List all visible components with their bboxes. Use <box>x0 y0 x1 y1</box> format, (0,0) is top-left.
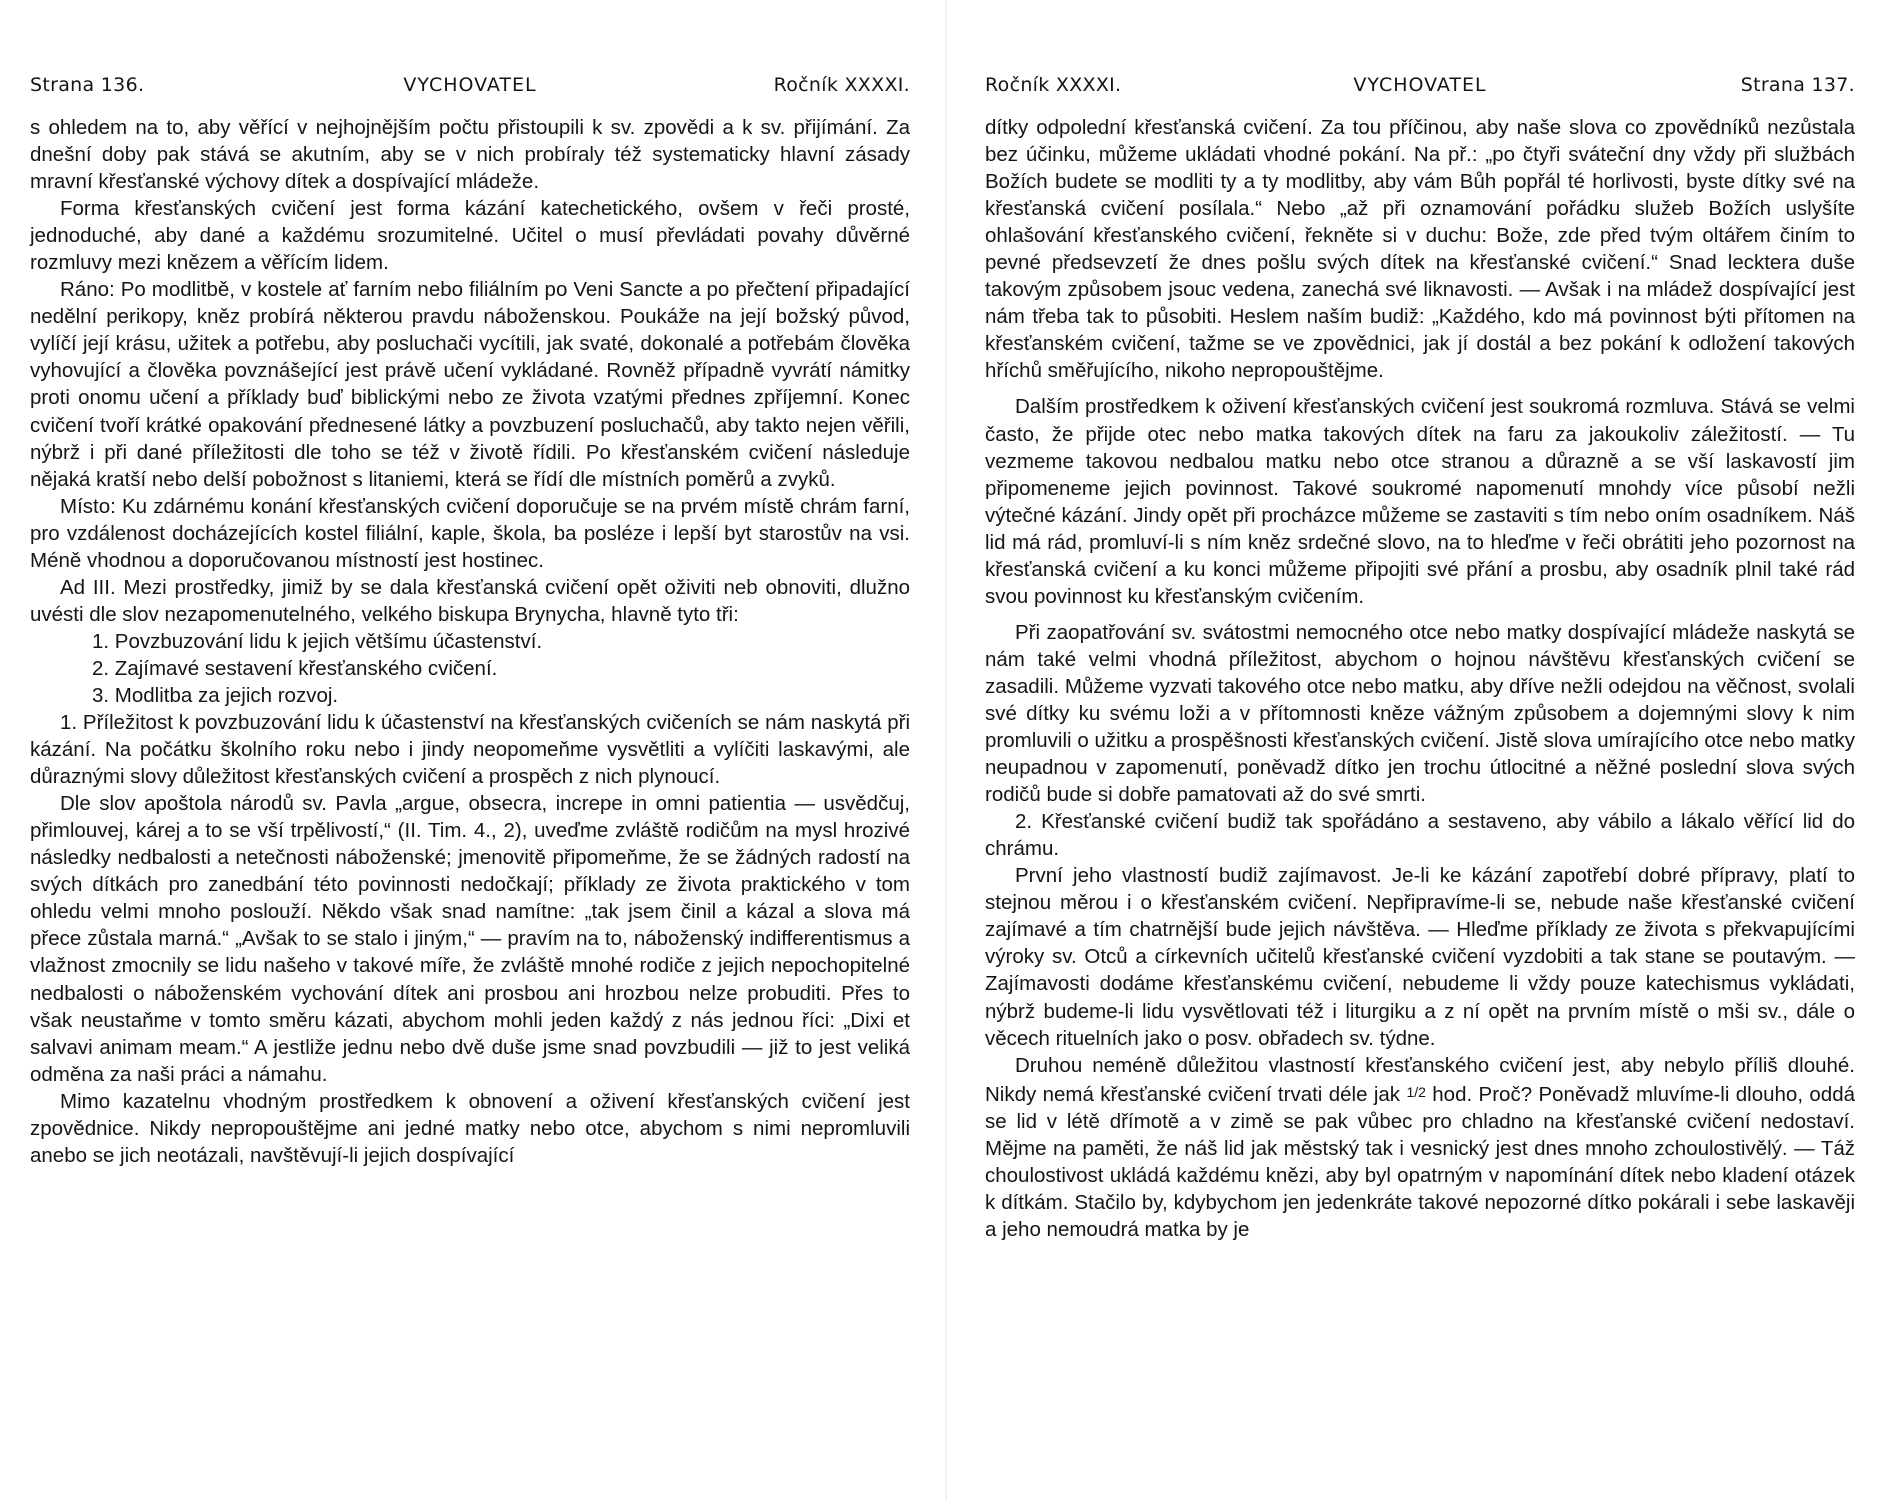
paragraph: Mimo kazatelnu vhodným prostředkem k obnovení a oživení křesťanských cvičení jest zpovědnice. Nikdy nepropouštějme ani jedné matky nebo otce, abychom s nimi nepromluvili anebo se jich neotázali, navštěvují-li jejich dospívající <box>30 1089 910 1167</box>
paragraph-text: hod. Proč? Poněvadž mluvíme-li dlouho, oddá se lid v létě dřímotě a v zimě se pak vůbec pro chladno na křesťanské cvičení nedostaví. Mějme na paměti, že náš lid jak městský tak i vesnický jest dnes mnoho zchoulostivělý. — Táž choulostivost ukládá každému knězi, aby byl opatrným v napomínání dítek nebo kladení otázek k dítkám. Stačilo by, kdybychom jen jedenkráte takové nepozorné dítko pokárali i sebe laskavěji a jeho nemoudrá matka by je <box>985 1082 1855 1241</box>
right-page <box>985 0 1855 1500</box>
paragraph: Ad III. Mezi prostředky, jimiž by se dala křesťanská cvičení opět oživiti neb obnoviti, dlužno uvésti dle slov nezapomenutelného, velkého biskupa Brynycha, hlavně tyto tři: <box>30 575 910 626</box>
list-item: 2. Zajímavé sestavení křesťanského cvičení. <box>92 656 498 680</box>
paragraph: Dle slov apoštola národů sv. Pavla „argue, obsecra, increpe in omni patientia — usvědčuj, přimlouvej, kárej a to se vší trpělivostí,“ (II. Tim. 4., 2), uveďme zvláště rodičům na mysl hrozivé následky nedbalosti a netečnosti náboženské; jmenovitě připomeňme, že se žádných radostí na svých dítkách pro zanedbání této povinnosti nedočkají; příklady ze života praktického v tom ohledu velmi mnoho poslouží. Někdo však snad namítne: „tak jsem činil a kázal a slova má přece zůstala marná.“ „Avšak to se stalo i jiným,“ — pravím na to, náboženský indifferentismus a vlažnost zmocnily se lidu našeho v takové míře, že zvláště mnohé rodiče z jejich nepochopitelné nedbalosti o náboženském vychování dítek ani prosbou ani hrozbou nelze probuditi. Přes to však neustaňme v tomto směru kázati, abychom mohli jeden každý z nás jednou říci: „Dixi et salvavi animam meam.“ A jestliže jednu nebo dvě duše jsme snad povzbudili — již to jest veliká odměna za naši práci a námahu. <box>30 792 910 1086</box>
left-page-header <box>30 74 910 114</box>
list-item: 1. Povzbuzování lidu k jejich většímu účastenství. <box>92 629 543 653</box>
paragraph: První jeho vlastností budiž zajímavost. Je-li ke kázání zapotřebí dobré přípravy, platí to stejnou měrou i o křesťanském cvičení. Nepřipravíme-li se, nebude naše křesťanské cvičení zajímavé a tím chatrnější bude jejich návštěva. — Hleďme příklady ze života s překvapujícími výroky sv. Otců a církevních učitelů křesťanské cvičení vyzdobiti a tak stane se poutavým. — Zajímavosti dodáme křesťanskému cvičení, nebudeme li vždy pouze katechismus vykládati, nýbrž budeme-li lidu vysvětlovati též i liturgiku a z ní opět na prvním místě o mši sv., dále o věcech rituelních jako o posv. obřadech sv. týdne. <box>985 864 1855 1050</box>
left-page-journal-title: VYCHOVATEL <box>403 74 537 96</box>
gutter-divider <box>945 0 947 1500</box>
paragraph: 2. Křesťanské cvičení budiž tak spořádáno a sestaveno, aby vábilo a lákalo věřící lid do chrámu. <box>985 810 1855 861</box>
left-page-number: Strana 136. <box>30 74 145 96</box>
paragraph: Ráno: Po modlitbě, v kostele ať farním nebo filiálním po Veni Sancte a po přečtení připadající nedělní perikopy, kněz probírá některou pravdu náboženskou. Poukáže na její božský původ, vylíčí její krásu, užitek a potřebu, aby posluchači vycítili, jak svaté, dokonalé a potřebám člověka vyhovující a člověka povznášející jest právě učení vykládané. Rovněž případně vyvrátí námitky proti onomu učení a příklady buď biblickými nebo ze života vzatými přednes zpříjemní. Konec cvičení tvoří krátké opakování přednesené látky a povzbuzení posluchačů, aby takto nejen věřili, nýbrž i při dané příležitosti dle toho se též v životě řídili. Po křesťanském cvičení následuje nějaká kratší nebo delší pobožnost s litaniemi, která se řídí dle místních poměrů a zvyků. <box>30 278 910 491</box>
paragraph: Forma křesťanských cvičení jest forma kázání katechetického, ovšem v řeči prosté, jednoduché, aby dané a každému srozumitelné. Učitel o musí převládati povahy důvěrné rozmluvy mezi knězem a věřícím lidem. <box>30 197 910 275</box>
right-page-number: Strana 137. <box>1740 74 1855 96</box>
paragraph <box>985 1052 1855 1243</box>
paragraph-text: Druhou neméně důležitou vlastností křesťanského cvičení jest, aby nebylo příliš dlouhé. Nikdy nemá křesťanské cvičení trvati déle jak <box>985 1053 1855 1106</box>
paragraph: s ohledem na to, aby věřící v nejhojnějším počtu přistoupili k sv. zpovědi a k sv. přijímání. Za dnešní doby pak stává se akutním, aby se v nich probíraly též systematicky hlavní zásady mravní křesťanské výchovy dítek a dospívající mládeže. <box>30 116 910 194</box>
right-page-header <box>985 74 1855 114</box>
left-page-body <box>30 114 910 1169</box>
right-page-journal-title: VYCHOVATEL <box>1353 74 1487 96</box>
paragraph: Dalším prostředkem k oživení křesťanských cvičení jest soukromá rozmluva. Stává se velmi často, že přijde otec nebo matka takových dítek na faru za jakoukoliv záležitostí. — Tu vezmeme takovou nedbalou matku nebo otce stranou a důrazně a se vší laskavostí jim připomeneme jejich povinnost. Takové soukromé napomenutí mnohdy více působí nežli výtečné kázání. Jindy opět při procházce můžeme se zastaviti s tím nebo oním osadníkem. Náš lid má rád, promluví-li s ním kněz srdečné slovo, na to hleďme v řeči obrátiti jeho pozornost na křesťanská cvičení a ku konci můžeme připojiti své přání a prosbu, aby osadník plnil také rád svou povinnost ku křesťanským cvičením. <box>985 395 1855 608</box>
left-page <box>30 0 910 1500</box>
right-page-volume: Ročník XXXXI. <box>985 74 1122 96</box>
paragraph: 1. Příležitost k povzbuzování lidu k účastenství na křesťanských cvičeních se nám naskytá při kázání. Na počátku školního roku nebo i jindy neopomeňme vysvětliti a vylíčiti laskavými, ale důraznými slovy důležitost křesťanských cvičení a prospěch z nich plynoucí. <box>30 711 910 789</box>
paragraph: Místo: Ku zdárnému konání křesťanských cvičení doporučuje se na prvém místě chrám farní, pro vzdálenost docházejících kostel filiální, kaple, škola, ba posléze i lepší byt starostův na vsi. Méně vhodnou a doporučovanou místností jest hostinec. <box>30 494 910 572</box>
right-page-body <box>985 114 1855 1243</box>
fraction-half: 1/2 <box>1406 1083 1426 1100</box>
paragraph: Při zaopatřování sv. svátostmi nemocného otce nebo matky dospívající mládeže naskytá se nám také velmi vhodná příležitost, abychom o hojnou návštěvu křesťanských cvičení se zasadili. Můžeme vyzvati takového otce nebo matku, aby dříve nežli odejdou na věčnost, svolali své dítky ku svému loži a v přítomnosti kněze vážným způsobem a dojemnými slovy k nim promluvili o užitku a prospěšnosti křesťanských cvičení. Jistě slova umírajícího otce nebo matky neupadnou v zapomenutí, poněvadž dítko jen trochu útlocitné a něžné poslední slova svých rodičů bude si dobře pamatovati až do své smrti. <box>985 620 1855 807</box>
paragraph: dítky odpolední křesťanská cvičení. Za tou příčinou, aby naše slova co zpovědníků nezůstala bez účinku, můžeme ukládati vhodné pokání. Na př.: „po čtyři sváteční dny vždy při službách Božích budete se modliti ty a ty modlitby, aby vám Bůh popřál té horlivosti, byste dítky své na křesťanská cvičení posílala.“ Nebo „až při oznamování pořádku služeb Božích uslyšíte ohlašování křesťanského cvičení, řekněte si v duchu: Bože, zde před tvým oltářem činím to pevné předsevzetí že dnes pošlu svých dítek na křesťanské cvičení.“ Snad lecktera duše takovým způsobem jsouc vedena, zanechá své liknavosti. — Avšak i na mládež dospívající jest nám třeba tak to působiti. Heslem naším budiž: „Každého, kdo má povinnost býti přítomen na křesťanském cvičení, tažme se ve zpovědnici, jak jí dostál a bez pokání k odložení takových hříchů směřujícího, nikoho nepropouštějme. <box>985 116 1855 383</box>
list-item: 3. Modlitba za jejich rozvoj. <box>92 683 339 707</box>
left-page-volume: Ročník XXXXI. <box>773 74 910 96</box>
